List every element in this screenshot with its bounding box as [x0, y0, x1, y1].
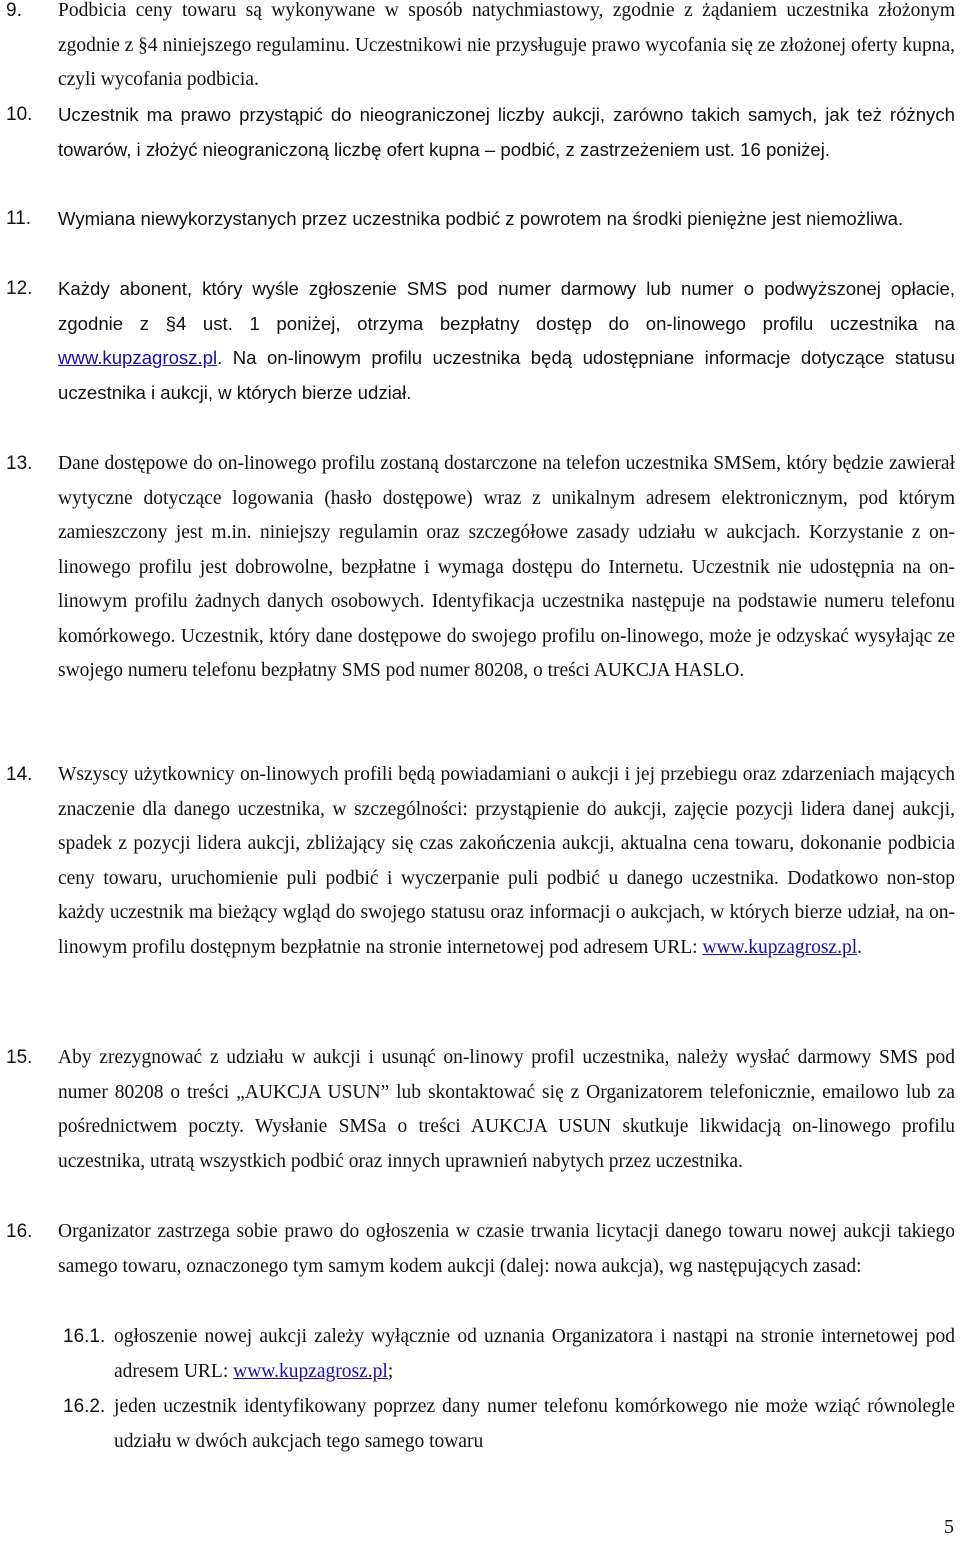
kupzagrosz-link[interactable]: www.kupzagrosz.pl — [233, 1360, 388, 1382]
paragraph-text-part: . — [857, 936, 863, 958]
paragraph-text: Dane dostępowe do on-linowego profilu zostaną dostarczone na telefon uczestnika SMSem, który będzie zawierał wytyczne dotyczące logowania (hasło dostępowe) wraz z unikalnym adresem elektronicznym, pod którym zamieszczony jest m.in. niniejszy regulamin oraz szczegółowe zasady udziału w aukcjach. Korzystanie z on-linowego profilu jest dobrowolne, bezpłatne i wymaga dostępu do Internetu. Uczestnik nie udostępnia na on-linowym profilu żadnych danych osobowych. Identyfikacja uczestnika następuje na podstawie numeru telefonu komórkowego. Uczestnik, który dane dostępowe do swojego profilu on-linowego, może je odzyskać wysyłając ze swojego numeru telefonu bezpłatny SMS pod numer 80208, o treści AUKCJA HASLO. — [58, 453, 955, 681]
kupzagrosz-link[interactable]: www.kupzagrosz.pl — [58, 347, 218, 368]
paragraph-number: 14. — [6, 764, 33, 785]
paragraph-text: Wymiana niewykorzystanych przez uczestnika podbić z powrotem na środki pieniężne jest niemożliwa. — [58, 208, 904, 229]
kupzagrosz-link[interactable]: www.kupzagrosz.pl — [702, 936, 858, 958]
paragraph-number: 16. — [6, 1221, 33, 1242]
paragraph-text: Organizator zastrzega sobie prawo do ogłoszenia w czasie trwania licytacji danego towaru nowej aukcji takiego samego towaru, oznaczonego tym samym kodem aukcji (dalej: nowa aukcja), wg następujących zasad: — [58, 1221, 955, 1277]
paragraph-text-part: ogłoszenie nowej aukcji zależy wyłącznie od uznania Organizatora i nastąpi na stronie internetowej pod adresem URL: — [114, 1326, 955, 1382]
paragraph-text — [114, 1320, 955, 1389]
paragraph-text — [58, 272, 955, 410]
paragraph-text-part: Wszyscy użytkownicy on-linowych profili będą powiadamiani o aukcji i jej przebiegu oraz zdarzeniach mających znaczenie dla danego uczestnika, w szczególności: przystąpienie do aukcji, zajęcie pozycji lidera danej aukcji, spadek z pozycji lidera aukcji, zbliżający się czas zakończenia aukcji, aktualna cena towaru, dokonanie podbicia ceny towaru, uruchomienie puli podbić i wyczerpanie puli podbić u danego uczestnika. Dodatkowo non-stop każdy uczestnik ma bieżący wgląd do swojego statusu oraz informacji o aukcjach, w których bierze udział, na on-linowym profilu dostępnym bezpłatnie na stronie internetowej pod adresem URL: — [58, 764, 955, 958]
paragraph-text: Uczestnik ma prawo przystąpić do nieograniczonej liczby aukcji, zarówno takich samych, jak też różnych towarów, i złożyć nieograniczoną liczbę ofert kupna – podbić, z zastrzeżeniem ust. 16 poniżej. — [58, 104, 955, 160]
paragraph-number: 9. — [6, 0, 22, 21]
paragraph-number: 15. — [6, 1047, 33, 1068]
paragraph-text-part: Każdy abonent, który wyśle zgłoszenie SMS pod numer darmowy lub numer o podwyższonej opłacie, zgodnie z §4 ust. 1 poniżej, otrzyma bezpłatny dostęp do on-linowego profilu uczestnika na — [58, 278, 955, 334]
paragraph-text-part: . Na on-linowym profilu uczestnika będą udostępniane informacje dotyczące statusu uczestnika i aukcji, w których bierze udział. — [58, 347, 955, 403]
paragraph-number: 11. — [6, 208, 32, 229]
paragraph-number: 13. — [6, 453, 33, 474]
paragraph-number: 12. — [6, 278, 33, 299]
paragraph-text: Aby zrezygnować z udziału w aukcji i usunąć on-linowy profil uczestnika, należy wysłać darmowy SMS pod numer 80208 o treści „AUKCJA USUN” lub skontaktować się z Organizatorem telefonicznie, emailowo lub za pośrednictwem poczty. Wysłanie SMSa o treści AUKCJA USUN skutkuje likwidacją on-linowego profilu uczestnika, utratą wszystkich podbić oraz innych uprawnień nabytych przez uczestnika. — [58, 1047, 955, 1172]
paragraph-number: 10. — [6, 104, 33, 125]
paragraph-text: jeden uczestnik identyfikowany poprzez dany numer telefonu komórkowego nie może wziąć równolegle udziału w dwóch aukcjach tego samego towaru — [114, 1396, 955, 1452]
paragraph-text — [58, 758, 955, 965]
page-number: 5 — [944, 1516, 954, 1538]
paragraph-text-part: ; — [387, 1360, 394, 1382]
paragraph-text: Podbicia ceny towaru są wykonywane w sposób natychmiastowy, zgodnie z żądaniem uczestnika złożonym zgodnie z §4 niniejszego regulaminu. Uczestnikowi nie przysługuje prawo wycofania się ze złożonej oferty kupna, czyli wycofania podbicia. — [58, 0, 955, 90]
paragraph-number: 16.2. — [63, 1396, 106, 1417]
paragraph-number: 16.1. — [63, 1326, 106, 1347]
